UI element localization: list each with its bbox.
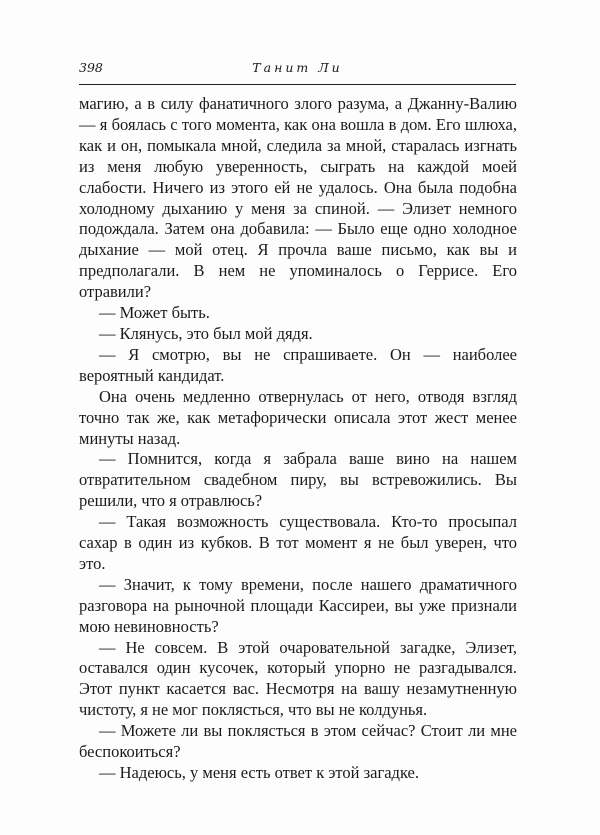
paragraph: — Надеюсь, у меня есть ответ к этой загадке. — [99, 763, 420, 782]
paragraph: Она очень медленно отвернулась от него, отводя взгляд точно так же, как метафорически описала этот жест менее минуты назад. — [79, 386, 517, 448]
paragraph: — Я смотрю, вы не спрашиваете. Он — наиболее вероятный кандидат. — [79, 344, 517, 385]
body-text — [79, 94, 517, 784]
paragraph: — Не совсем. В этой очаровательной загадке, Элизет, оставался один кусочек, который упорно не разгадывался. Этот пункт касается вас. Несмотря на вашу незамутненную чистоту, я не мог поклясться, что вы не колдунья. — [79, 637, 517, 720]
page-header — [79, 60, 516, 85]
paragraph: — Может быть. — [99, 303, 210, 323]
running-title: Танит Ли — [252, 60, 343, 75]
page-number: 398 — [79, 60, 103, 75]
paragraph: магию, а в силу фанатичного злого разума, а Джанну-Валию — я боялась с того момента, как она вошла в дом. Его шлюха, как и он, помыкала мной, следила за мной, старалась изгнать из меня любую уверенность, сыграть на каждой моей слабости. Ничего из этого ей не удалось. Она была подобна холодному дыханию у меня за спиной. — Элизет немного подождала. Затем она добавила: — Было еще одно холодное дыхание — мой отец. Я прочла ваше письмо, как вы и предполагали. В нем не упоминалось о Геррисе. Его отравили? — [79, 94, 517, 302]
paragraph: — Значит, к тому времени, после нашего драматичного разговора на рыночной площади Кассиреи, вы уже признали мою невиновность? — [79, 574, 517, 636]
paragraph: — Можете ли вы поклясться в этом сейчас? Стоит ли мне беспокоиться? — [79, 721, 517, 762]
paragraph: — Клянусь, это был мой дядя. — [99, 323, 313, 343]
paragraph: — Такая возможность существовала. Кто-то просыпал сахар в один из кубков. В тот момент я не был уверен, что это. — [79, 512, 517, 573]
paragraph: — Помнится, когда я забрала ваше вино на нашем отвратительном свадебном пиру, вы встревожились. Вы решили, что я отравлюсь? — [79, 449, 517, 511]
